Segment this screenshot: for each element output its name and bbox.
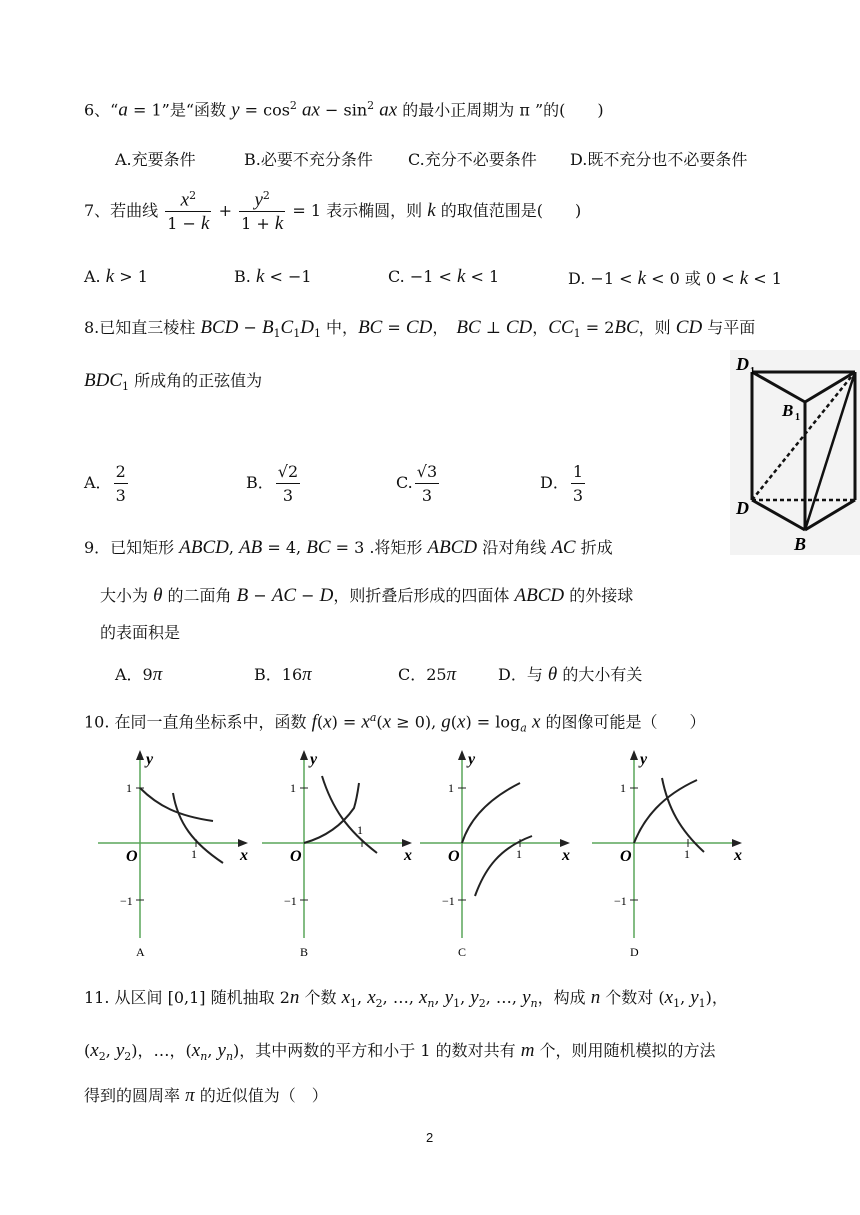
q8-option-a: A． $\frac{2}{3}$ <box>84 462 126 505</box>
svg-text:1: 1 <box>448 781 454 795</box>
svg-text:x: x <box>734 847 742 864</box>
svg-text:1: 1 <box>684 847 690 861</box>
q9-line3: 的表面积是 <box>100 623 181 642</box>
svg-text:−1: −1 <box>284 894 297 908</box>
graph-a-o: O <box>126 848 138 865</box>
svg-text:1: 1 <box>191 847 197 861</box>
svg-text:x: x <box>404 847 412 864</box>
label-d: D <box>736 498 749 518</box>
svg-text:O: O <box>448 848 460 865</box>
q6-stem: 6、“a = 1”是“函数 $y = \cos^2$ ax − $\sin^2$ ax 的最小正周期为 π ”的( ) <box>84 99 604 121</box>
svg-text:1: 1 <box>290 781 296 795</box>
graph-d-label: D <box>630 945 639 958</box>
svg-text:y: y <box>640 751 648 768</box>
label-d1: D <box>736 354 749 374</box>
svg-text:1: 1 <box>516 847 522 861</box>
svg-text:−1: −1 <box>442 894 455 908</box>
svg-text:−1: −1 <box>614 894 627 908</box>
graph-a-x: x <box>240 847 248 864</box>
graph-c-label: C <box>458 945 467 958</box>
q7-option-a: A. k > 1 <box>84 266 148 287</box>
q10-stem: 10. 在同一直角坐标系中，函数 $f(x) = x^a(x \ge 0)$, $g(x) = \log_a x$ 的图像可能是（ ） <box>84 711 706 735</box>
q9-line2: 大小为 θ 的二面角 B − AC − D，则折叠后形成的四面体 ABCD 的外接球 <box>100 585 634 606</box>
graph-a-y: y <box>146 751 154 768</box>
q8-option-c: C. $\frac{√3}{3}$ <box>396 462 438 505</box>
q7-stem: 7、若曲线 $\frac{x^2}{1 - k}$ + $\frac{y^2}{1 + k}$ = 1 表示椭圆，则 k 的取值范围是( ) <box>84 189 582 235</box>
q11-line3: 得到的圆周率 π 的近似值为（ ） <box>84 1085 328 1106</box>
q11-line2: ($x_2$, $y_2$)，…，($x_n$, $y_n$)，其中两数的平方和小于 1 的数对共有 m 个，则用随机模拟的方法 <box>84 1040 716 1064</box>
graph-d <box>592 748 752 958</box>
svg-text:1: 1 <box>750 366 755 377</box>
svg-text:−1: −1 <box>120 894 133 908</box>
graph-a <box>98 748 258 958</box>
q6-option-d: D.既不充分也不必要条件 <box>570 150 748 169</box>
q8-option-b: B． $\frac{√2}{3}$ <box>246 462 299 505</box>
q8-option-d: D． $\frac{1}{3}$ <box>540 462 584 505</box>
q11-line1: 11. 从区间 [0,1] 随机抽取 2n 个数 $x_1$, $x_2$, …, $x_n$, $y_1$, $y_2$, …, $y_n$，构成 n 个数对 ($x_1$, $y_1$)， <box>84 987 728 1011</box>
q6-option-c: C.充分不必要条件 <box>408 150 537 169</box>
q7-option-c: C. −1 < k < 1 <box>388 266 500 287</box>
svg-text:1: 1 <box>357 823 363 837</box>
q9-option-a: A．9π <box>115 664 163 685</box>
q6-option-a: A.充要条件 <box>115 150 196 169</box>
prism-figure <box>730 350 860 555</box>
q7-option-d: D. −1 < k < 0 或 0 < k < 1 <box>568 268 782 289</box>
label-b1: B <box>782 401 794 420</box>
q8-line1: 8.已知直三棱柱 BCD − $B_1C_1D_1$ 中，BC = CD， BC ⊥ CD，$CC_1 = 2BC$，则 CD 与平面 <box>84 317 756 341</box>
q9-line1: 9．已知矩形 ABCD, AB = 4, BC = 3 .将矩形 ABCD 沿对角线 AC 折成 <box>84 537 613 558</box>
label-b: B <box>794 534 807 554</box>
svg-text:O: O <box>290 848 302 865</box>
graph-b <box>262 748 422 958</box>
svg-text:x: x <box>562 847 570 864</box>
q9-option-b: B．16π <box>254 664 312 685</box>
q9-option-d: D．与 θ 的大小有关 <box>498 664 643 685</box>
svg-text:O: O <box>620 848 632 865</box>
svg-text:y: y <box>468 751 476 768</box>
svg-text:1: 1 <box>620 781 626 795</box>
q6-option-b: B.必要不充分条件 <box>244 150 373 169</box>
q8-line2: $BDC_1$ 所成角的正弦值为 <box>84 370 263 394</box>
page-number: 2 <box>426 1130 434 1145</box>
graph-c <box>420 748 580 958</box>
svg-text:1: 1 <box>795 412 800 423</box>
q9-option-c: C．25π <box>398 664 457 685</box>
svg-text:y: y <box>310 751 318 768</box>
svg-text:1: 1 <box>126 781 132 795</box>
graph-a-label: A <box>136 945 145 958</box>
q7-option-b: B. k < −1 <box>234 266 312 287</box>
graph-b-label: B <box>300 945 309 958</box>
